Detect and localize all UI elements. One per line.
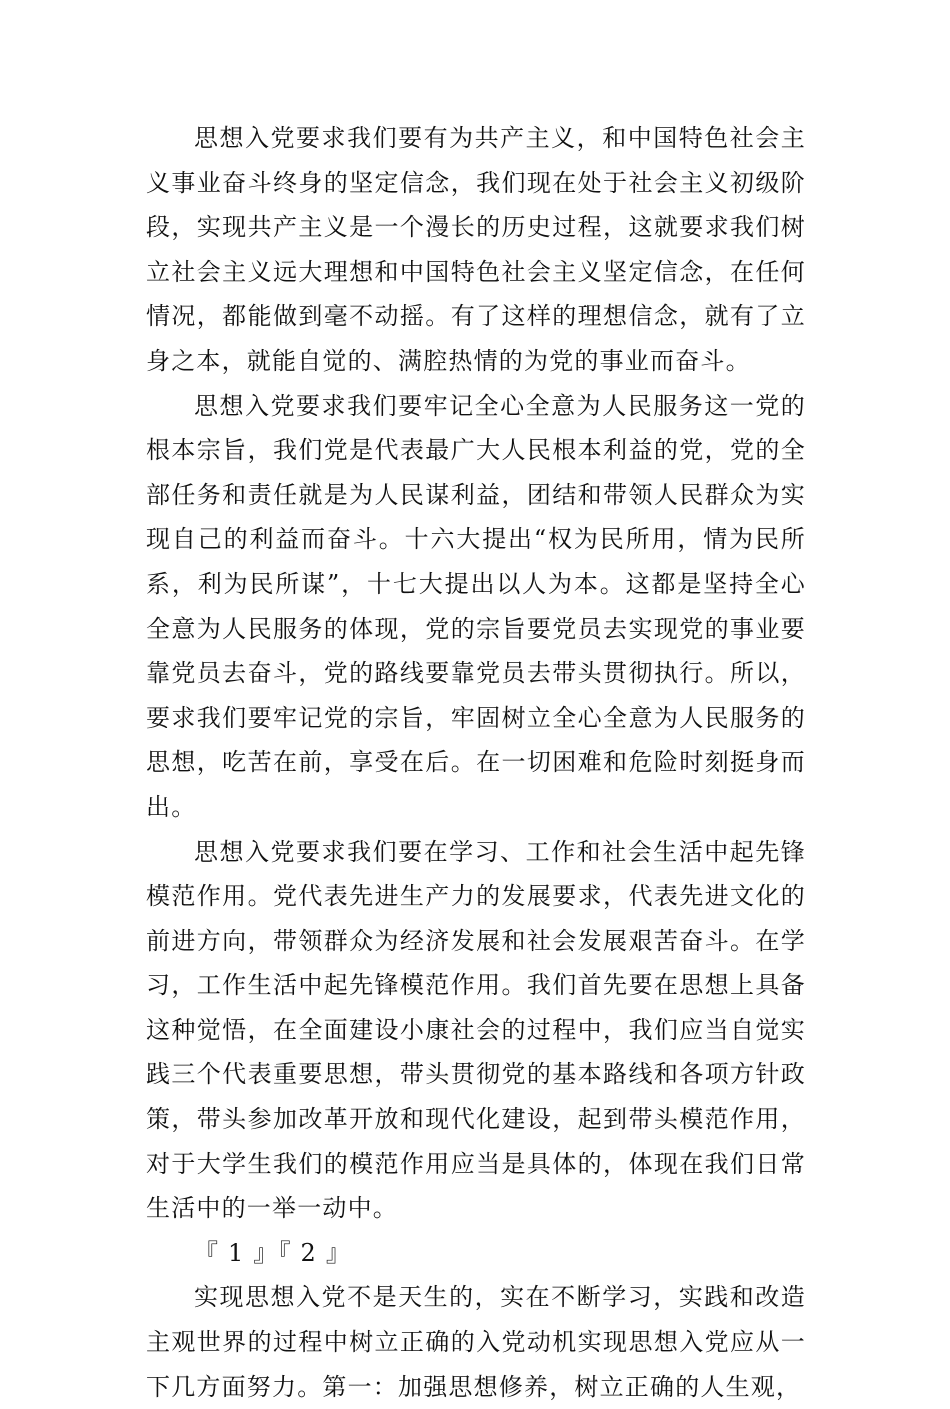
paragraph-ideals: 思想入党要求我们要有为共产主义，和中国特色社会主义事业奋斗终身的坚定信念，我们现在处于社会主义初级阶段，实现共产主义是一个漫长的历史过程，这就要求我们树立社会主义远大理想和中国特色社会主义坚定信念，在任何情况，都能做到毫不动摇。有了这样的理想信念，就有了立身之本，就能自觉的、满腔热情的为党的事业而奋斗。	[146, 124, 806, 375]
paragraph-vanguard-role: 思想入党要求我们要在学习、工作和社会生活中起先锋模范作用。党代表先进生产力的发展要求，代表先进文化的前进方向，带领群众为经济发展和社会发展艰苦奋斗。在学习，工作生活中起先锋模范作用。我们首先要在思想上具备这种觉悟，在全面建设小康社会的过程中，我们应当自觉实践三个代表重要思想，带头贯彻党的基本路线和各项方针政策，带头参加改革开放和现代化建设，起到带头模范作用，对于大学生我们的模范作用应当是具体的，体现在我们日常生活中的一举一动中。	[146, 837, 806, 1223]
paragraph-serve-people: 思想入党要求我们要牢记全心全意为人民服务这一党的根本宗旨，我们党是代表最广大人民根本利益的党，党的全部任务和责任就是为人民谋利益，团结和带领人民群众为实现自己的利益而奋斗。十六大提出“权为民所用，情为民所系，利为民所谋”，十七大提出以人为本。这都是坚持全心全意为人民服务的体现，党的宗旨要党员去实现党的事业要靠党员去奋斗，党的路线要靠党员去带头贯彻执行。所以，要求我们要牢记党的宗旨，牢固树立全心全意为人民服务的思想，吃苦在前，享受在后。在一切困难和危险时刻挺身而出。	[146, 391, 806, 821]
paragraph-how-to-achieve: 实现思想入党不是天生的，实在不断学习，实践和改造主观世界的过程中树立正确的入党动机实现思想入党应从一下几方面努力。第一：加强思想修养，树立正确的人生观，	[146, 1283, 806, 1401]
document-body	[146, 116, 806, 1409]
pagination-links[interactable]: 『 1 』『 2 』	[194, 1238, 352, 1267]
